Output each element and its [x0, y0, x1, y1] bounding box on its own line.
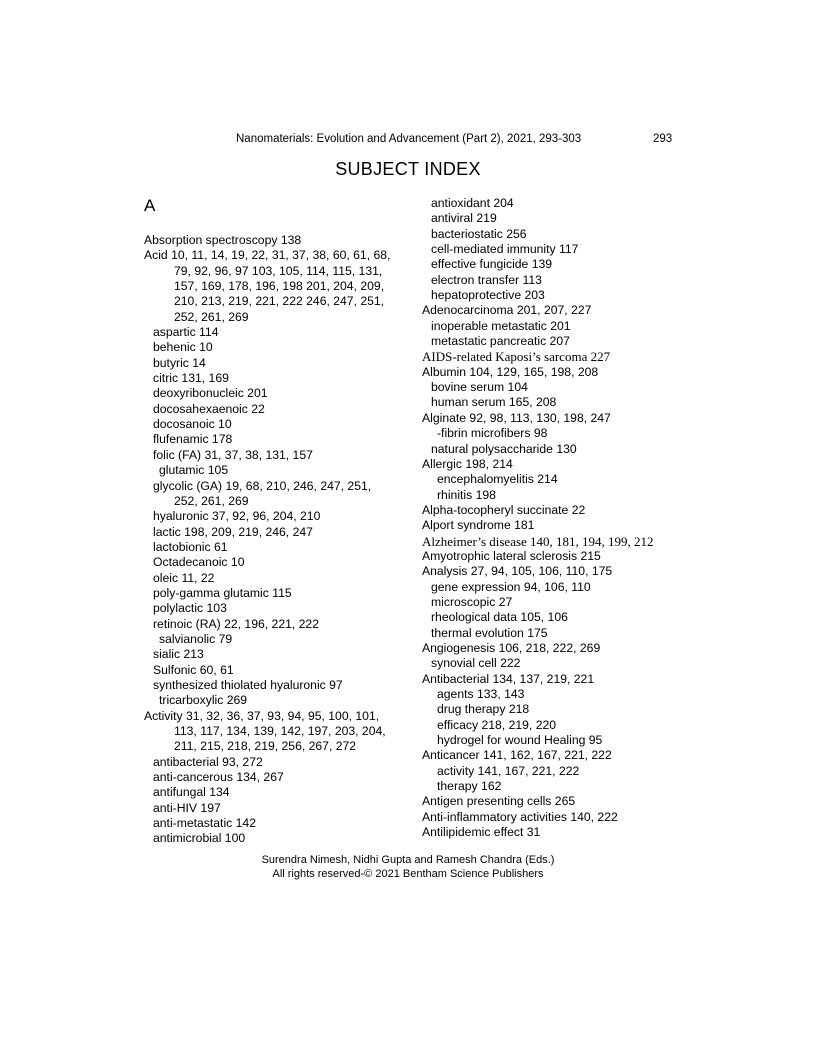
index-subentry: retinoic (RA) 22, 196, 221, 222: [153, 616, 319, 631]
index-subentry: behenic 10: [153, 340, 213, 355]
page-title: SUBJECT INDEX: [335, 159, 481, 179]
index-subentry: 252, 261, 269: [174, 493, 249, 508]
index-subentry: agents 133, 143: [437, 687, 525, 701]
index-subentry: hyaluronic 37, 92, 96, 204, 210: [153, 509, 321, 524]
index-subentry: microscopic 27: [431, 594, 513, 609]
index-subentry: anti-metastatic 142: [153, 816, 256, 831]
index-subentry: 79, 92, 96, 97 103, 105, 114, 115, 131,: [174, 263, 383, 278]
index-entry: Alzheimer’s disease 140, 181, 194, 199, 212: [422, 533, 654, 549]
index-subentry: therapy 162: [437, 779, 502, 794]
index-subentry: sialic 213: [153, 647, 204, 662]
index-subentry: antibacterial 93, 272: [153, 754, 263, 769]
index-subentry: poly-gamma glutamic 115: [153, 585, 292, 600]
index-subentry: 210, 213, 219, 221, 222 246, 247, 251,: [174, 294, 385, 309]
index-subentry: bacteriostatic 256: [431, 226, 527, 241]
index-subentry: hepatoprotective 203: [431, 288, 545, 303]
index-subentry: salvianolic 79: [159, 631, 233, 646]
index-subentry: 157, 169, 178, 196, 198 201, 204, 209,: [174, 279, 385, 294]
index-subentry: inoperable metastatic 201: [431, 318, 571, 333]
index-subentry: synthesized thiolated hyaluronic 97: [153, 677, 343, 692]
index-subentry: cell-mediated immunity 117: [431, 242, 579, 257]
index-subentry: metastatic pancreatic 207: [431, 334, 570, 349]
index-subentry: lactic 198, 209, 219, 246, 247: [153, 524, 313, 539]
index-subentry: flufenamic 178: [153, 432, 233, 447]
index-subentry: anti-cancerous 134, 267: [153, 770, 284, 785]
index-entry: Anti-inflammatory activities 140, 222: [422, 809, 618, 824]
section-letter: A: [144, 196, 156, 215]
index-subentry: 113, 117, 134, 139, 142, 197, 203, 204,: [174, 724, 386, 738]
running-head: Nanomaterials: Evolution and Advancement (Part 2), 2021, 293-303: [236, 133, 582, 145]
index-entry: Antilipidemic effect 31: [422, 825, 541, 840]
footer-rights: All rights reserved-© 2021 Bentham Science Publishers: [272, 868, 544, 880]
index-subentry: antimicrobial 100: [153, 831, 246, 846]
index-subentry: polylactic 103: [153, 601, 227, 616]
index-subentry: deoxyribonucleic 201: [153, 386, 268, 401]
index-subentry: bovine serum 104: [431, 380, 528, 395]
index-entry: Amyotrophic lateral sclerosis 215: [422, 548, 601, 563]
index-subentry: rheological data 105, 106: [431, 610, 568, 625]
index-subentry: docosanoic 10: [153, 417, 232, 432]
index-entry: Alpha-tocopheryl succinate 22: [422, 502, 586, 517]
index-entry: Analysis 27, 94, 105, 106, 110, 175: [422, 564, 613, 579]
index-subentry: glycolic (GA) 19, 68, 210, 246, 247, 251,: [153, 478, 372, 493]
index-subentry: synovial cell 222: [431, 656, 521, 671]
index-entry: Absorption spectroscopy 138: [144, 233, 302, 247]
index-subentry: human serum 165, 208: [431, 395, 557, 410]
index-entry: Alginate 92, 98, 113, 130, 198, 247: [422, 410, 611, 425]
index-entry: Acid 10, 11, 14, 19, 22, 31, 37, 38, 60, 61, 68,: [144, 248, 391, 263]
index-subentry: efficacy 218, 219, 220: [437, 717, 557, 732]
page-number: 293: [653, 133, 673, 145]
index-subentry: antioxidant 204: [431, 196, 514, 210]
index-subentry: effective fungicide 139: [431, 257, 553, 272]
index-subentry: Octadecanoic 10: [153, 555, 245, 570]
index-subentry: oleic 11, 22: [153, 570, 215, 585]
footer-editors: Surendra Nimesh, Nidhi Gupta and Ramesh Chandra (Eds.): [261, 854, 555, 866]
index-entry: Anticancer 141, 162, 167, 221, 222: [422, 748, 612, 763]
index-subentry: drug therapy 218: [437, 702, 530, 717]
index-subentry: citric 131, 169: [153, 371, 229, 386]
index-subentry: folic (FA) 31, 37, 38, 131, 157: [153, 447, 313, 462]
index-subentry: gene expression 94, 106, 110: [431, 579, 591, 594]
index-subentry: electron transfer 113: [431, 272, 542, 287]
index-entry: Albumin 104, 129, 165, 198, 208: [422, 364, 599, 379]
index-subentry: Sulfonic 60, 61: [153, 662, 234, 677]
index-entry: Adenocarcinoma 201, 207, 227: [422, 303, 592, 318]
index-subentry: 211, 215, 218, 219, 256, 267, 272: [174, 739, 357, 754]
index-entry: Alport syndrome 181: [422, 518, 535, 533]
index-subentry: hydrogel for wound Healing 95: [437, 733, 603, 748]
index-subentry: 252, 261, 269: [174, 309, 249, 324]
index-subentry: butyric 14: [153, 355, 206, 370]
index-subentry: antiviral 219: [431, 211, 497, 226]
index-entry: Activity 31, 32, 36, 37, 93, 94, 95, 100, 101,: [144, 708, 380, 723]
index-subentry: activity 141, 167, 221, 222: [437, 763, 580, 778]
index-entry: Antigen presenting cells 265: [422, 794, 576, 809]
index-subentry: lactobionic 61: [153, 539, 228, 554]
index-subentry: tricarboxylic 269: [159, 693, 248, 708]
index-subentry: -fibrin microfibers 98: [437, 426, 548, 441]
index-entry: AIDS-related Kaposi’s sarcoma 227: [422, 349, 611, 365]
index-subentry: encephalomyelitis 214: [437, 472, 558, 487]
right-index-column: [422, 196, 702, 840]
index-subentry: aspartic 114: [153, 325, 219, 340]
index-subentry: thermal evolution 175: [431, 625, 548, 640]
index-subentry: anti-HIV 197: [153, 800, 221, 815]
index-subentry: antifungal 134: [153, 785, 230, 800]
index-entry: Allergic 198, 214: [422, 456, 513, 471]
left-index-column: [144, 233, 404, 847]
index-subentry: natural polysaccharide 130: [431, 441, 577, 456]
index-subentry: docosahexaenoic 22: [153, 401, 265, 416]
index-subentry: rhinitis 198: [437, 487, 496, 502]
index-entry: Angiogenesis 106, 218, 222, 269: [422, 640, 601, 655]
index-entry: Antibacterial 134, 137, 219, 221: [422, 671, 595, 686]
index-subentry: glutamic 105: [159, 463, 229, 478]
